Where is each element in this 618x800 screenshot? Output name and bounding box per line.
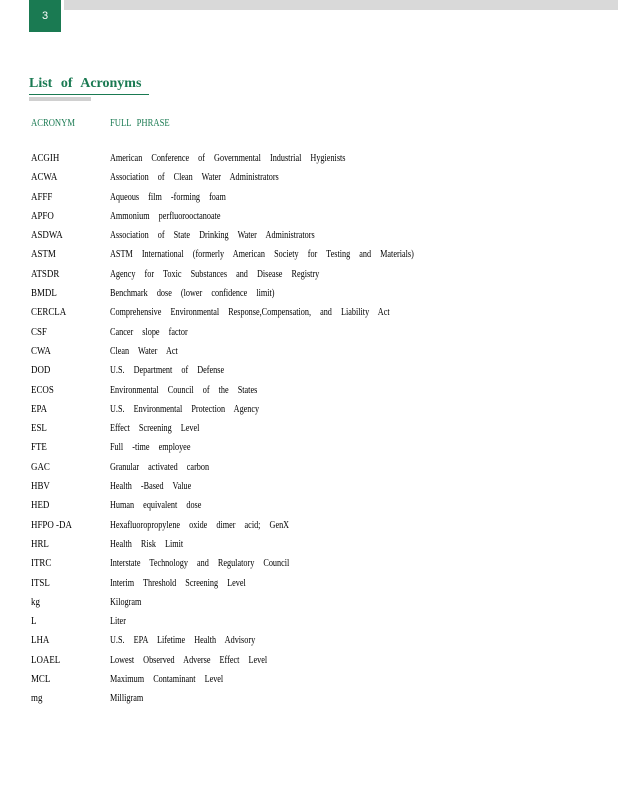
acronym-cell: BMDL	[31, 288, 57, 300]
table-row	[0, 307, 618, 326]
acronym-cell: HFPO -DA	[31, 519, 72, 531]
table-row	[0, 693, 618, 712]
acronym-cell: APFO	[31, 210, 54, 222]
acronym-cell: L	[31, 616, 37, 628]
acronym-cell: ASTM	[31, 249, 56, 261]
phrase-cell: Interstate Technology and Regulatory Council	[110, 558, 290, 570]
table-row	[0, 346, 618, 365]
phrase-cell: Lowest Observed Adverse Effect Level	[110, 654, 268, 666]
table-row	[0, 365, 618, 384]
acronym-cell: ATSDR	[31, 268, 60, 280]
table-row	[0, 616, 618, 635]
acronym-cell: mg	[31, 693, 43, 705]
phrase-cell: Health -Based Value	[110, 481, 192, 493]
title-underline	[29, 94, 149, 95]
acronym-cell: ITRC	[31, 558, 52, 570]
phrase-cell: Granular activated carbon	[110, 461, 210, 473]
table-row	[0, 211, 618, 230]
phrase-cell: U.S. EPA Lifetime Health Advisory	[110, 635, 256, 647]
phrase-cell: Clean Water Act	[110, 345, 178, 357]
table-row	[0, 655, 618, 674]
table-row	[0, 520, 618, 539]
phrase-cell: American Conference of Governmental Industrial Hygienists	[110, 153, 346, 164]
header-bar	[64, 0, 618, 10]
phrase-cell: Liter	[110, 616, 126, 628]
acronym-cell: ASDWA	[31, 230, 63, 242]
acronym-cell: LHA	[31, 635, 50, 647]
acronym-cell: DOD	[31, 365, 51, 377]
table-row	[0, 404, 618, 423]
acronym-cell: CSF	[31, 326, 47, 338]
phrase-cell: Human equivalent dose	[110, 500, 202, 512]
acronym-column-header: ACRONYM	[31, 118, 76, 129]
page-number: 3	[29, 0, 61, 32]
phrase-cell: Environmental Council of the States	[110, 384, 258, 396]
table-row	[0, 172, 618, 191]
phrase-cell: Interim Threshold Screening Level	[110, 577, 246, 589]
phrase-cell: Ammonium perfluorooctanoate	[110, 210, 221, 222]
acronym-cell: HBV	[31, 481, 50, 493]
acronym-cell: ECOS	[31, 384, 54, 396]
table-row	[0, 230, 618, 249]
acronym-cell: CERCLA	[31, 307, 67, 319]
phrase-cell: U.S. Environmental Protection Agency	[110, 403, 260, 415]
table-row	[0, 192, 618, 211]
table-row	[0, 578, 618, 597]
acronym-cell: ACWA	[31, 172, 58, 184]
acronym-cell: CWA	[31, 345, 51, 357]
acronym-cell: EPA	[31, 403, 48, 415]
table-row	[0, 249, 618, 268]
acronym-cell: kg	[31, 596, 40, 608]
phrase-cell: Milligram	[110, 693, 144, 705]
phrase-cell: Comprehensive Environmental Response,Compensation, and Liability Act	[110, 307, 390, 319]
table-row	[0, 481, 618, 500]
table-row	[0, 558, 618, 577]
table-row	[0, 385, 618, 404]
phrase-cell: Effect Screening Level	[110, 423, 200, 435]
phrase-cell: Hexafluoropropylene oxide dimer acid; GenX	[110, 519, 290, 531]
acronym-cell: AFFF	[31, 191, 53, 203]
table-row	[0, 153, 618, 172]
acronym-table	[0, 153, 618, 713]
acronym-cell: FTE	[31, 442, 47, 454]
acronym-cell: HED	[31, 500, 50, 512]
acronym-cell: HRL	[31, 538, 49, 550]
table-row	[0, 442, 618, 461]
table-row	[0, 327, 618, 346]
table-row	[0, 288, 618, 307]
phrase-cell: Association of Clean Water Administrators	[110, 172, 279, 184]
section-title: List of Acronyms	[29, 76, 142, 91]
table-row	[0, 539, 618, 558]
phrase-cell: ASTM International (formerly American Society for Testing and Materials)	[110, 249, 414, 261]
phrase-cell: Full -time employee	[110, 442, 191, 454]
acronym-cell: MCL	[31, 674, 51, 686]
table-row	[0, 462, 618, 481]
table-row	[0, 597, 618, 616]
table-row	[0, 269, 618, 288]
phrase-cell: Agency for Toxic Substances and Disease Registry	[110, 268, 320, 280]
acronym-cell: ITSL	[31, 577, 50, 589]
acronym-cell: ESL	[31, 423, 47, 435]
phrase-column-header: FULL PHRASE	[110, 118, 170, 129]
table-row	[0, 500, 618, 519]
acronym-cell: GAC	[31, 461, 50, 473]
phrase-cell: Kilogram	[110, 596, 142, 608]
table-row	[0, 674, 618, 693]
phrase-cell: Benchmark dose (lower confidence limit)	[110, 288, 275, 300]
phrase-cell: Aqueous film -forming foam	[110, 191, 226, 203]
phrase-cell: Maximum Contaminant Level	[110, 674, 224, 686]
phrase-cell: Association of State Drinking Water Administrators	[110, 230, 315, 242]
table-row	[0, 423, 618, 442]
title-accent-bar	[29, 97, 91, 101]
acronym-cell: LOAEL	[31, 654, 61, 666]
phrase-cell: Cancer slope factor	[110, 326, 188, 338]
table-row	[0, 635, 618, 654]
acronym-cell: ACGIH	[31, 153, 60, 164]
phrase-cell: U.S. Department of Defense	[110, 365, 225, 377]
phrase-cell: Health Risk Limit	[110, 538, 184, 550]
